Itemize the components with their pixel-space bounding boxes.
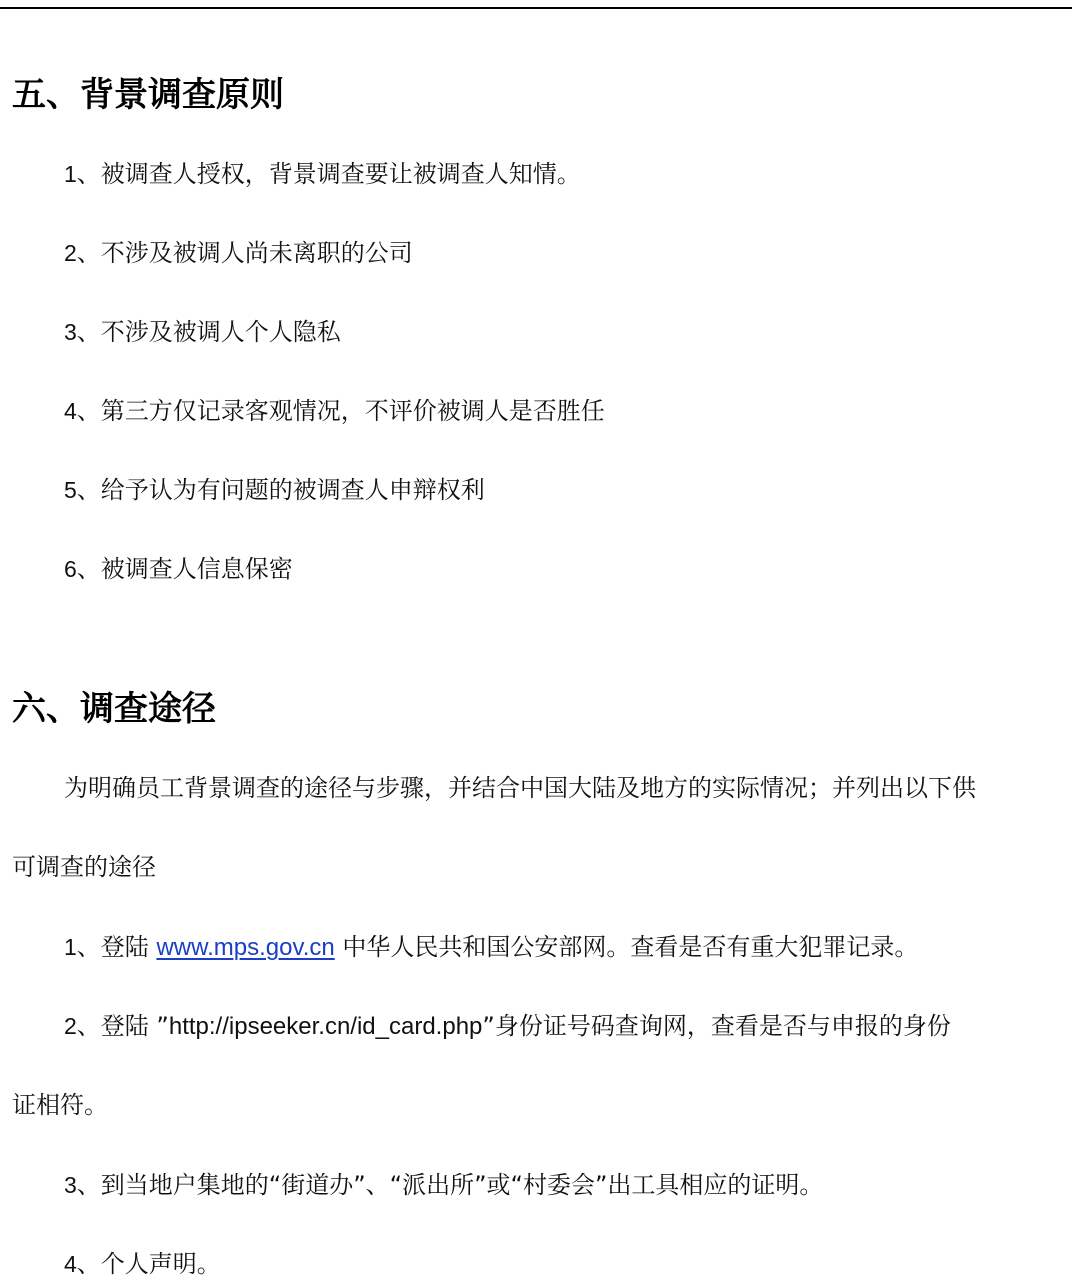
item-text: 第三方仅记录客观情况，不评价被调人是否胜任: [100, 397, 605, 425]
item-separator: 、: [76, 318, 101, 346]
item-number: 5: [64, 477, 77, 503]
item-text: 到当地户集地的“街道办”、“派出所”或“村委会”出工具相应的证明。: [100, 1171, 824, 1199]
item-separator: 、: [76, 476, 101, 504]
id-card-query-url: http://ipseeker.cn/id_card.php: [168, 1013, 483, 1040]
item-separator: 、: [76, 555, 101, 583]
intro-paragraph-line2: 可调查的途径: [12, 853, 156, 881]
principle-item-3: [64, 316, 341, 348]
principle-item-4: [64, 395, 605, 427]
item-separator: 、: [76, 239, 101, 267]
principle-item-1: [64, 158, 581, 190]
item-number: 4: [64, 398, 77, 424]
item-text: 不涉及被调人个人隐私: [100, 318, 341, 346]
principle-item-5: [64, 474, 485, 506]
item-suffix: ”身份证号码查询网，查看是否与申报的身份: [482, 1012, 951, 1040]
mps-website-link[interactable]: www.mps.gov.cn: [156, 934, 335, 961]
principle-item-6: [64, 553, 293, 585]
item-number: 4: [64, 1251, 77, 1277]
item-text: 被调查人授权，背景调查要让被调查人知情。: [100, 160, 581, 188]
item-suffix: 中华人民共和国公安部网。查看是否有重大犯罪记录。: [334, 933, 919, 961]
item-separator: 、: [76, 1171, 101, 1199]
channel-item-2: [64, 1010, 951, 1043]
item-prefix: 登陆 ”: [100, 1012, 169, 1040]
top-rule: [0, 7, 1072, 9]
principle-item-2: [64, 237, 413, 269]
channel-item-3: [64, 1169, 823, 1201]
channel-item-2-continuation: 证相符。: [12, 1091, 108, 1119]
item-number: 2: [64, 1013, 77, 1039]
item-separator: 、: [76, 1012, 101, 1040]
item-number: 3: [64, 1172, 77, 1198]
item-separator: 、: [76, 1250, 101, 1278]
item-separator: 、: [76, 160, 101, 188]
item-number: 2: [64, 240, 77, 266]
item-number: 1: [64, 934, 77, 960]
item-text: 被调查人信息保密: [100, 555, 293, 583]
item-text: 不涉及被调人尚未离职的公司: [100, 239, 413, 267]
item-number: 6: [64, 556, 77, 582]
item-number: 3: [64, 319, 77, 345]
item-text: 个人声明。: [100, 1250, 221, 1278]
item-number: 1: [64, 161, 77, 187]
intro-paragraph-line1: 为明确员工背景调查的途径与步骤，并结合中国大陆及地方的实际情况；并列出以下供: [64, 774, 976, 802]
item-separator: 、: [76, 397, 101, 425]
section6-heading: 六、调查途径: [12, 689, 216, 729]
item-text: 给予认为有问题的被调查人申辩权利: [100, 476, 485, 504]
channel-item-1: [64, 931, 918, 964]
item-separator: 、: [76, 933, 101, 961]
channel-item-4: [64, 1248, 221, 1280]
item-prefix: 登陆: [100, 933, 157, 961]
section5-heading: 五、背景调查原则: [12, 75, 284, 115]
